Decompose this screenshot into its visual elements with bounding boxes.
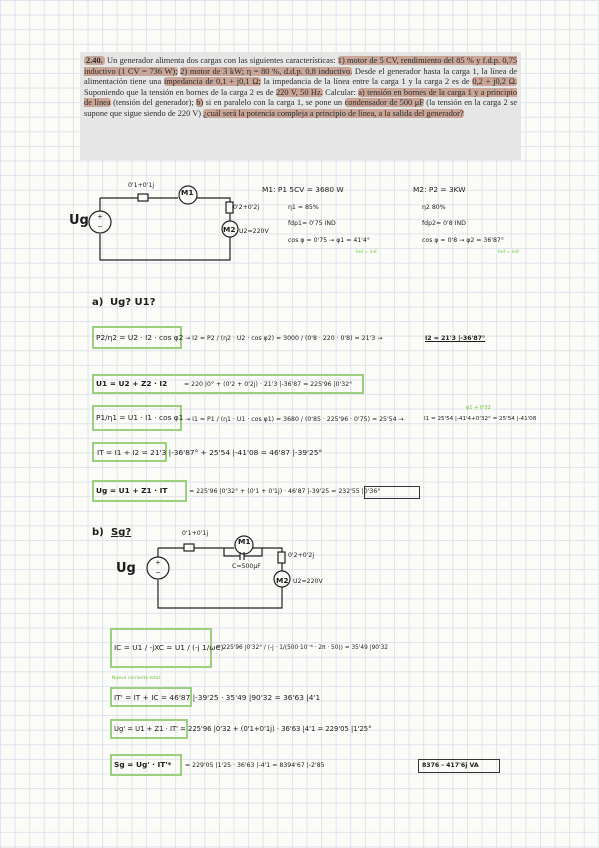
highlight-motor2: 2) motor de 3 kW; η = 80 %, d.d.p. 0,8 inductivo. bbox=[180, 66, 353, 76]
problem-text: Suponiendo que la tensión en bornes de la carga 2 es de bbox=[84, 87, 274, 97]
highlight-question-power: ¿cuál será la potencia compleja a principio de línea, a la salida del generador? bbox=[203, 108, 464, 118]
eq5-lhs: Ug = U1 + Z1 · IT bbox=[96, 486, 168, 495]
eq1-body: → I2 = P2 / (η2 · U2 · cos φ2) = 3000 / (0'8 · 220 · 0'8) = 21'3 → bbox=[185, 335, 383, 342]
capacitor-label: C=500µF bbox=[232, 563, 261, 570]
svg-text:+: + bbox=[97, 212, 103, 221]
motor2-angle: cos φ = 0'8 → φ2 = 36'87° bbox=[422, 237, 504, 244]
generator-label-2: Ug bbox=[116, 561, 136, 576]
motor2-power-factor: fdp2= 0'8 IND bbox=[422, 220, 466, 227]
highlight-motor1: 1) motor de 5 CV, rendimiento del 85 % y f.d.p. 0,75 inductivo (1 CV = 736 W); bbox=[84, 56, 518, 76]
problem-number: 2.40. bbox=[86, 56, 103, 65]
motor1-angle: cos φ = 0'75 → φ1 = 41'4° bbox=[288, 237, 370, 244]
svg-text:−: − bbox=[97, 222, 103, 231]
u2-label-b: U2=220V bbox=[293, 578, 323, 585]
eq6-lhs: IC = U1 / -jXC = U1 / (-j 1/ωC) bbox=[114, 643, 224, 652]
highlight-question-b: b) bbox=[196, 98, 204, 108]
highlight-capacitor: condensador de 500 μF bbox=[344, 98, 424, 108]
u2-label: U2=220V bbox=[239, 228, 269, 235]
eq3-lhs: P1/η1 = U1 · I1 · cos φ1 bbox=[96, 413, 184, 422]
eq1-result: I2 = 21'3 |-36'87° bbox=[425, 335, 486, 342]
motor2-note: Ind = ind bbox=[498, 250, 519, 255]
result-frame bbox=[364, 486, 420, 499]
line-impedance-1: 0'1+0'1j bbox=[128, 182, 155, 189]
problem-text: si en paralelo con la carga 1, se pone un bbox=[205, 98, 343, 108]
part-a-label: a) bbox=[92, 297, 104, 308]
highlight-impedance2: 0,2 + j0,2 Ω. bbox=[472, 77, 518, 87]
part-b-question: Sg? bbox=[111, 527, 132, 538]
motor2-label: M2 bbox=[223, 225, 236, 234]
eq8: Ug' = U1 + Z1 · IT' = 225'96 |0'32 + (0'1+0'1j) · 36'63 |4'1 = 229'05 |1'25° bbox=[114, 725, 372, 733]
eq4: IT = I1 + I2 = 21'3 |-36'87° + 25'54 |-41'08 = 46'87 |-39'25° bbox=[97, 448, 323, 457]
motor1-label-b: M1 bbox=[238, 537, 251, 546]
highlight-question-a: a) tensión en bornes de la carga 1 y a principio de línea bbox=[84, 87, 518, 108]
highlight-impedance1: impedancia de 0,1 + j0,1 Ω; bbox=[163, 77, 261, 87]
eq3-note: φ1 + 0'32 bbox=[466, 405, 491, 411]
circuit-diagram-2 bbox=[154, 528, 299, 612]
eq7-note: Nueva corriente total bbox=[112, 676, 160, 681]
problem-text: (tensión del generador); bbox=[113, 98, 194, 108]
eq7: IT' = IT + IC = 46'87 |-39'25 · 35'49 |90'32 = 36'63 |4'1 bbox=[114, 693, 321, 702]
generator-label: Ug bbox=[69, 213, 89, 228]
problem-statement bbox=[80, 52, 521, 160]
motor1-efficiency: η1 = 85% bbox=[288, 204, 319, 211]
eq2-lhs: U1 = U2 + Z2 · I2 bbox=[96, 379, 168, 388]
eq9-body: = 229'05 |1'25 · 36'63 |-4'1 = 8394'67 |-2'85 bbox=[185, 762, 325, 769]
eq5-body: = 225'96 |0'32° + (0'1 + 0'1j) · 46'87 |-39'25 = 232'55 |0'36° bbox=[189, 488, 381, 495]
problem-text: Desde el generador hasta la carga 1, la línea de alimentación tiene una bbox=[84, 66, 518, 87]
problem-text: (la tensión en la carga 2 se supone que sigue siendo de 220 V) bbox=[84, 98, 518, 118]
problem-text: Calcular: bbox=[325, 87, 356, 97]
eq2-body: = 220 |0° + (0'2 + 0'2j) · 21'3 |-36'87 = 225'96 |0'32° bbox=[184, 381, 353, 388]
part-a-question: Ug? U1? bbox=[110, 297, 156, 308]
eq3-body: → I1 = P1 / (η1 · U1 · cos φ1) = 3680 / (0'85 · 225'96 · 0'75) = 25'54 → bbox=[185, 416, 404, 423]
line-impedance-1b: 0'1+0'1j bbox=[182, 530, 209, 537]
problem-text: la impedancia de la línea entre la carga 1 y la carga 2 es de bbox=[263, 77, 470, 87]
motor1-note: Ind = ind bbox=[356, 250, 377, 255]
problem-text: Un generador alimenta dos cargas con las siguientes características: bbox=[107, 56, 336, 65]
motor1-power: M1: P1 5CV = 3680 W bbox=[262, 185, 344, 194]
svg-text:+: + bbox=[155, 558, 161, 567]
svg-text:−: − bbox=[155, 568, 161, 577]
final-result: 8376 - 417'6j VA bbox=[422, 762, 479, 769]
eq6-body: = 225'96 |0'32° / (-j · 1/(500·10⁻⁶ · 2π · 50)) = 35'49 |90'32 bbox=[216, 645, 388, 651]
motor2-power: M2: P2 = 3KW bbox=[413, 185, 466, 194]
motor1-label: M1 bbox=[181, 188, 194, 197]
line-impedance-2: 0'2+0'2j bbox=[233, 204, 260, 211]
motor1-power-factor: fdp1= 0'75 IND bbox=[288, 220, 336, 227]
part-b-label: b) bbox=[92, 527, 104, 538]
motor2-efficiency: η2 80% bbox=[422, 204, 446, 211]
line-impedance-2b: 0'2+0'2j bbox=[288, 552, 315, 559]
motor2-label-b: M2 bbox=[276, 576, 289, 585]
highlight-voltage: 220 V, 50 Hz. bbox=[275, 87, 323, 97]
eq1-lhs: P2/η2 = U2 · I2 · cos φ2 bbox=[96, 333, 184, 342]
eq3-result: I1 = 25'54 |-41'4+0'32° = 25'54 |-41'08 bbox=[424, 416, 537, 422]
eq9-lhs: Sg = Ug' · IT'* bbox=[114, 760, 172, 769]
